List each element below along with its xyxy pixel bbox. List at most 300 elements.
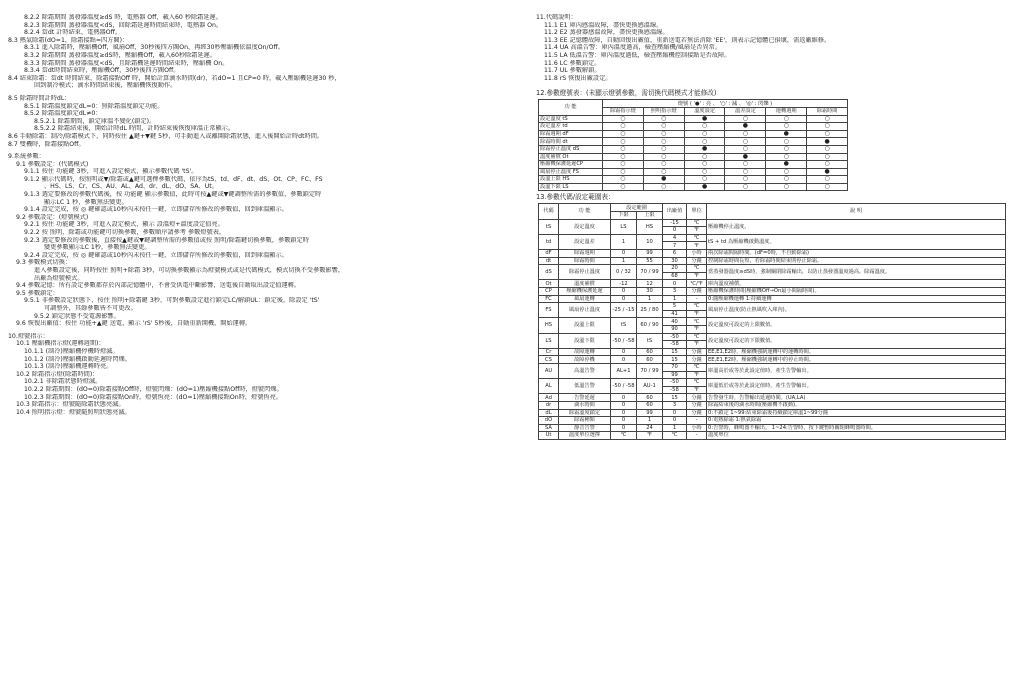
param-function: 高溫告警	[559, 363, 611, 378]
range-min: 0	[611, 401, 637, 409]
description: 壓縮機停止溫度。	[707, 219, 1006, 234]
range-max: 55	[637, 257, 663, 265]
range-max: 99	[637, 409, 663, 417]
range-min: 0	[611, 409, 637, 417]
text-line: 9.2 參數設定：(燈號模式)	[16, 213, 89, 221]
text-line: 可調整外，其餘參數皆不可更改。	[44, 304, 137, 312]
default-value: -50	[663, 379, 687, 387]
table-row	[539, 153, 848, 161]
default-value: 3	[663, 401, 687, 409]
param-name: 溫度補償 Ot	[539, 153, 603, 161]
param-code: Ot	[539, 280, 559, 288]
description: 除霜結束後的滴水時間(壓縮機不啟動)。	[707, 401, 1006, 409]
description: 0:隨壓縮機運轉 1:持續運轉	[707, 295, 1006, 303]
light-mark: ○	[603, 123, 644, 131]
text-line: 10.1.3 (制冷)壓縮機運轉時亮。	[24, 363, 113, 371]
right-column	[536, 14, 1016, 440]
unit: ℉	[687, 242, 707, 250]
text-line: 9.1.3 選定要修改的參數代碼後，按 功能鍵 顯示參數值，此時可按▲鍵或▼鍵調整所需的參數值，參數鎖定時	[24, 191, 322, 199]
param-name: 除霜時間 dt	[539, 138, 603, 146]
unit: 小時	[687, 250, 707, 258]
param-code: Cr	[539, 348, 559, 356]
range-max: 99	[637, 250, 663, 258]
default-value: 0	[663, 227, 687, 235]
text-line: 9.5.2 鎖定狀態不受電源影響。	[34, 312, 120, 320]
param-name: 壓縮機保護延遲CP	[539, 161, 603, 169]
text-line: 9.4 參數記憶：所有設定參數都存於內部記憶體中，不會受供電中斷影響，送電後自動取出設定值運轉。	[16, 282, 301, 290]
param-function: 風扇運轉	[559, 295, 611, 303]
text-line: 9.系統參數：	[8, 153, 45, 161]
light-mark: ○	[603, 176, 644, 184]
light-mark: ○	[684, 123, 725, 131]
default-value: 7	[663, 242, 687, 250]
default-value: 5	[663, 303, 687, 311]
description: EE,E1,E2時，壓縮機強制運轉中的運轉時間。	[707, 348, 1006, 356]
default-value: 70	[663, 363, 687, 371]
light-mark: ○	[807, 123, 848, 131]
param-code: CP	[539, 288, 559, 296]
table-row	[539, 333, 1006, 341]
range-max: tS	[637, 333, 663, 348]
range-min: 1	[611, 234, 637, 249]
light-mark: ○	[807, 153, 848, 161]
text-line: 10.2.2 除霜期間：(dO=0)除霜接點Off時，燈號閃爍：(dO=1)壓縮機接點Off時，燈號閃爍。	[24, 385, 283, 393]
param-function: 溫度補償	[559, 280, 611, 288]
text-line: 、HS、LS、Cr、CS、AU、AL、Ad、dr、dL、dO、SA、Ut。	[44, 183, 218, 191]
table-row	[539, 161, 848, 169]
range-max: AU-1	[637, 379, 663, 394]
table-row	[539, 138, 848, 146]
range-max: 70 / 99	[637, 265, 663, 280]
unit: ℃	[687, 234, 707, 242]
param-function: 溫度單位選擇	[559, 432, 611, 440]
column-header: 除霜時間	[807, 107, 848, 115]
table-row	[539, 295, 1006, 303]
default-value: 15	[663, 356, 687, 364]
light-mark: ○	[807, 115, 848, 123]
unit: 分鐘	[687, 348, 707, 356]
table-row	[539, 409, 1006, 417]
param-code: dS	[539, 265, 559, 280]
param-function: 除霜停止溫度	[559, 265, 611, 280]
description: 溫度單位	[707, 432, 1006, 440]
table-row	[539, 356, 1006, 364]
header-legend: 燈號 ( '●' : 亮 、 '○' : 滅 、 '◎' : 閃爍 )	[603, 100, 848, 108]
table-row	[539, 394, 1006, 402]
text-line: 8.3.1 進入除霜時，壓縮機Off，風扇Off，30秒後四方閥On，再經30秒壓縮機依溫度On/Off。	[24, 44, 284, 52]
text-line: 8.2.3 除霜期間 蒸發器溫度<dS，回除霜延遲時間結束時，電熱器 On。	[24, 21, 223, 29]
range-max: 60	[637, 348, 663, 356]
light-mark: ●	[766, 161, 807, 169]
range-max: HS	[637, 219, 663, 234]
range-min: 0	[611, 417, 637, 425]
unit: ℉	[687, 386, 707, 394]
table-row	[539, 115, 848, 123]
param-name: 設定溫度 tS	[539, 115, 603, 123]
unit: 小時	[687, 424, 707, 432]
table-row	[539, 417, 1006, 425]
range-min: -25 / -15	[611, 303, 637, 318]
default-value: 41	[663, 310, 687, 318]
light-mark: ○	[684, 161, 725, 169]
description: 設定溫度可設定的上限數值。	[707, 318, 1006, 333]
text-line: 8.2.4 當dt 計時結束，電熱器Off。	[24, 29, 122, 37]
text-line: 11.4 UA 高溫告警：庫內溫度過高，檢查壓縮機/風扇是否異常。	[544, 44, 722, 52]
text-line: 11.5 LA 低溫告警：庫內溫度過低，檢查壓縮機控制接點是否故障。	[544, 51, 731, 59]
text-line: 11.6 LC 參數鎖定。	[544, 59, 601, 67]
light-mark: ○	[766, 183, 807, 191]
unit: ℉	[687, 272, 707, 280]
light-mark: ○	[603, 153, 644, 161]
table-row	[539, 348, 1006, 356]
light-mark: ○	[725, 115, 766, 123]
range-min: 0 / 32	[611, 265, 637, 280]
default-value: 6	[663, 250, 687, 258]
text-line: 9.5.1 非參數設定狀態下，按住 照明+除霜鍵 3秒，可對參數設定進行鎖定LC/解鎖UL：鎖定後，除設定 'tS'	[24, 297, 320, 305]
param-code: AL	[539, 379, 559, 394]
text-line: 9.5 參數鎖定：	[16, 289, 59, 297]
range-max: 60	[637, 394, 663, 402]
text-line: 10.燈號指示：	[8, 332, 49, 340]
light-mark: ○	[766, 176, 807, 184]
description: 控制除霜時間長短，若除霜時間結束則停止除霜。	[707, 257, 1006, 265]
param-function: 故障停機	[559, 356, 611, 364]
light-mark: ○	[684, 130, 725, 138]
table-row	[539, 424, 1006, 432]
default-value: 0	[663, 409, 687, 417]
range-max: 60 / 90	[637, 318, 663, 333]
range-min: 0	[611, 394, 637, 402]
param-function: 低溫告警	[559, 379, 611, 394]
light-mark: ○	[643, 115, 684, 123]
light-mark: ○	[766, 168, 807, 176]
description: 0:告警時，蜂鳴器不輸出。 1~24:告警時，按下鍵暫時關閉蜂鳴器時間。	[707, 424, 1006, 432]
table-row	[539, 401, 1006, 409]
default-value: 1	[663, 424, 687, 432]
param-name: 風扇停止溫度 FS	[539, 168, 603, 176]
description: 庫內溫度補償。	[707, 280, 1006, 288]
default-value: -15	[663, 219, 687, 227]
default-value: 68	[663, 272, 687, 280]
param-function: 除霜週期	[559, 250, 611, 258]
default-value: 0	[663, 280, 687, 288]
param-function: 除霜時間	[559, 257, 611, 265]
light-mark: ●	[807, 168, 848, 176]
column-header: 除霜指示燈	[603, 107, 644, 115]
text-line: 9.6 恢復出廠值：按住 功能+▲鍵 送電，顯示 'rS' 5秒後，自動重新開機，開始運轉。	[16, 320, 252, 328]
text-line: 8.5 除霜時間計時dL：	[8, 94, 71, 102]
param-code: FS	[539, 303, 559, 318]
unit: ℃/℉	[687, 280, 707, 288]
text-line: 8.3.4 當dt時間結束時，壓縮機Off，30秒後四方閥Off。	[24, 67, 180, 75]
text-line: 10.1.1 (制冷)壓縮機停機時燈滅。	[24, 347, 119, 355]
light-mark: ○	[766, 145, 807, 153]
light-mark: ○	[603, 115, 644, 123]
column-header: 溫差設定	[725, 107, 766, 115]
text-line: 8.3.2 除霜期間 蒸發器溫度≥dS時，壓縮機Off，載入60秒除霜延遲。	[24, 51, 217, 59]
light-mark: ○	[807, 130, 848, 138]
param-name: 設溫上限 HS	[539, 176, 603, 184]
header-default: 出廠值	[663, 204, 687, 219]
text-line: 8.2.2 除霜期間 蒸發器溫度≥dS 時，電熱器 Off，載入60 秒除霜延遲。	[24, 14, 222, 21]
unit: ℃	[687, 318, 707, 326]
text-line: 11.2 E2 蒸發器感溫故障，盡快更換感溫線。	[544, 29, 669, 37]
text-line: 9.2.3 選定要修改的參數後，直接按▲鍵或▼鍵調整所需的參數值或按 照明/除霜鍵切換參數，參數鎖定時	[24, 236, 309, 244]
light-mark: ●	[766, 130, 807, 138]
unit: 分鐘	[687, 394, 707, 402]
param-code: SA	[539, 424, 559, 432]
text-line: 9.1.2 顯示代碼時，按照明或▼/除霜或▲鍵可選擇參數代碼，依序為tS、td、dF、dt、dS、Ot、CP、FC、FS	[24, 175, 323, 183]
description: 0:電熱除霜 1:熱氣除霜	[707, 417, 1006, 425]
light-mark: ○	[643, 123, 684, 131]
param-code: LS	[539, 333, 559, 348]
range-min: LS	[611, 219, 637, 234]
text-line: 變更參數顯示LC 1秒，參數無法變更。	[44, 244, 151, 252]
table-row	[539, 130, 848, 138]
range-min: ℃	[611, 432, 637, 440]
light-mark: ○	[725, 145, 766, 153]
param-name: 除霜停止溫度 dS	[539, 145, 603, 153]
unit: -	[687, 417, 707, 425]
range-max: 25 / 80	[637, 303, 663, 318]
table-row	[539, 432, 1006, 440]
param-light-table-title: 12.參數燈號表：(未顯示燈號參數，需切換代碼模式才能修改)	[536, 89, 717, 98]
text-line: 10.2.1 非除霜狀態時燈滅。	[24, 378, 102, 386]
range-max: 70 / 99	[637, 363, 663, 378]
table-row	[539, 257, 1006, 265]
text-line: 8.5.2 除霜溫度鎖定dL≠0：	[24, 110, 102, 118]
text-line: 10.2 除霜指示燈(除霜時間)：	[16, 370, 99, 378]
table-row	[539, 219, 1006, 227]
range-min: 1	[611, 257, 637, 265]
default-value: 15	[663, 394, 687, 402]
text-line: 8.7 雙機時，除霜接點Off。	[8, 140, 85, 148]
text-line: 8.3.3 除霜期間 蒸發器溫度<dS，且除霜機延遲時間結束時，壓縮機 On。	[24, 59, 229, 67]
text-line: 9.2.2 按 照明、除霜或功能鍵可切換參數，參數順序請參考 參數燈號表。	[24, 229, 226, 237]
param-function: 靜音告警	[559, 424, 611, 432]
table-row	[539, 176, 848, 184]
table-row	[539, 265, 1006, 273]
param-function: 除霜溫度鎖定	[559, 409, 611, 417]
range-max: 1	[637, 417, 663, 425]
param-code: tS	[539, 219, 559, 234]
light-mark: ○	[725, 183, 766, 191]
param-code: Ut	[539, 432, 559, 440]
table-row	[539, 145, 848, 153]
text-line: 進入參數設定後，同時按住 照明+除霜 3秒，可切換參數顯示為燈號模式或是代碼模式，模式切換不受參數影響，	[34, 267, 345, 274]
default-value: -58	[663, 386, 687, 394]
light-mark: ○	[766, 153, 807, 161]
param-function: 壓縮機保護延遲	[559, 288, 611, 296]
range-max: 10	[637, 234, 663, 249]
table-row	[539, 303, 1006, 311]
light-mark: ○	[725, 176, 766, 184]
table-row	[539, 280, 1006, 288]
text-line: 11.8 rS 恢復出廠設定。	[544, 74, 612, 82]
text-line: 10.1 壓縮機指示燈(運轉週期)：	[16, 340, 105, 348]
unit: ℃	[687, 303, 707, 311]
default-value: 90	[663, 325, 687, 333]
param-function: 設定溫度	[559, 219, 611, 234]
param-function: 滴水時間	[559, 401, 611, 409]
param-name: 設定溫差 td	[539, 123, 603, 131]
light-mark: ○	[684, 176, 725, 184]
range-min: tS	[611, 318, 637, 333]
range-max: ℉	[637, 432, 663, 440]
text-line: 8.3 熱氣除霜(dO=1，除霜接點=四方閥)：	[8, 36, 129, 44]
table-row	[539, 183, 848, 191]
description: tS + td 為壓縮機啟動溫度。	[707, 234, 1006, 249]
text-line: 10.2.3 除霜期間：(dO=0)除霜接點On時，燈號恆亮：(dO=1)壓縮機接點On時，燈號恆亮。	[24, 393, 282, 401]
description: 風扇停止溫度(防止熱風吹入庫內)。	[707, 303, 1006, 318]
default-value: -50	[663, 333, 687, 341]
param-name: 除霜週期 dF	[539, 130, 603, 138]
light-mark: ○	[603, 183, 644, 191]
light-mark: ○	[725, 161, 766, 169]
light-mark: ●	[643, 176, 684, 184]
param-code: HS	[539, 318, 559, 333]
light-mark: ●	[684, 145, 725, 153]
range-min: 0	[611, 295, 637, 303]
param-code: Ad	[539, 394, 559, 402]
unit: ℃	[687, 333, 707, 341]
text-line: 10.3 除霜指示：燈號隨除霜狀態亮滅。	[16, 401, 125, 409]
table-row	[539, 123, 848, 131]
param-light-table	[538, 99, 848, 191]
text-line: 8.6 手動除霜：制冷/除霜模式下，同時按住 ▲鍵+▼鍵 5秒，可手動進入或離開除霜狀態，進入後開始計時dt時間。	[8, 132, 324, 140]
param-code: FC	[539, 295, 559, 303]
range-min: 0	[611, 348, 637, 356]
range-min: 0	[611, 424, 637, 432]
default-value: ℃	[663, 432, 687, 440]
light-mark: ○	[643, 161, 684, 169]
unit: 分鐘	[687, 288, 707, 296]
column-header: 溫度設定	[684, 107, 725, 115]
light-mark: ○	[643, 153, 684, 161]
text-line: 11.7 UL 參數解鎖。	[544, 67, 601, 75]
range-max: 60	[637, 401, 663, 409]
text-line: 8.4 結束除霜：當dt 時間結束，除霜接點Off 時，開始計算滴水時間(dr)，若dO=1 且CP=0 時，載入壓縮機延遲30 秒，	[8, 74, 341, 82]
param-function: 故障運轉	[559, 348, 611, 356]
table-row	[539, 318, 1006, 326]
param-code: AU	[539, 363, 559, 378]
unit: -	[687, 432, 707, 440]
param-code: dt	[539, 257, 559, 265]
param-function: 設定溫差	[559, 234, 611, 249]
param-range-table-title: 13.參數代碼/設定範圍表：	[536, 193, 615, 202]
description: 告警發生時，告警輸出延遲時間。(UA,LA)	[707, 394, 1006, 402]
param-code: dO	[539, 417, 559, 425]
light-mark: ○	[766, 138, 807, 146]
param-name: 設溫下限 LS	[539, 183, 603, 191]
range-min: -50 / -58	[611, 333, 637, 348]
unit: ℉	[687, 341, 707, 349]
default-value: 15	[663, 348, 687, 356]
range-max: 1	[637, 295, 663, 303]
unit: ℉	[687, 325, 707, 333]
light-mark: ○	[725, 138, 766, 146]
light-mark: ○	[766, 123, 807, 131]
code-description-section	[536, 14, 1016, 82]
light-mark: ○	[603, 138, 644, 146]
unit: 分鐘	[687, 257, 707, 265]
param-function: 設溫上限	[559, 318, 611, 333]
range-max: 30	[637, 288, 663, 296]
text-line: 9.1.1 按住 功能鍵 3秒，可進入設定模式，顯示參數代碼 'tS'。	[24, 168, 198, 176]
default-value: 3	[663, 288, 687, 296]
range-max: 60	[637, 356, 663, 364]
range-min: 0	[611, 250, 637, 258]
light-mark: ●	[725, 123, 766, 131]
left-column	[8, 14, 508, 416]
text-line: 出廠為燈號模式。	[34, 274, 84, 282]
unit: ℉	[687, 371, 707, 379]
text-line: 11.代碼說明：	[536, 14, 577, 21]
light-mark: ○	[643, 183, 684, 191]
text-line: 11.3 EE 記憶體故障，自動回復出廠值，重新送電若無法消除 'EE'，則表示記憶體已損壞，需返廠維修。	[544, 36, 831, 44]
param-function: 除霜種類	[559, 417, 611, 425]
light-mark: ○	[807, 161, 848, 169]
header-min: 下限	[611, 212, 637, 220]
header-description: 說 明	[707, 204, 1006, 219]
description: 庫溫低於或等於此設定值時，產生告警輸出。	[707, 379, 1006, 394]
column-header: 照明指示燈	[643, 107, 684, 115]
header-range: 設定範圍	[611, 204, 663, 212]
text-line: 9.2.1 按住 功能鍵 3秒，可進入設定模式，顯示 設溫燈+溫度設定值亮。	[24, 221, 224, 229]
range-min: -50 / -58	[611, 379, 637, 394]
param-code: td	[539, 234, 559, 249]
text-line: 11.1 E1 庫內感溫故障，盡快更換感溫線。	[544, 21, 663, 29]
header-max: 上限	[637, 212, 663, 220]
light-mark: ○	[643, 168, 684, 176]
light-mark: ○	[684, 138, 725, 146]
default-value: 1	[663, 295, 687, 303]
table-row	[539, 234, 1006, 242]
description: 壓縮機保護時間(壓縮機Off→On最小間隔時間)。	[707, 288, 1006, 296]
param-function: 告警延遲	[559, 394, 611, 402]
description: 兩次除霜間隔時間。(dF=0時，不自動除霜)	[707, 250, 1006, 258]
default-value: 20	[663, 265, 687, 273]
unit: 分鐘	[687, 401, 707, 409]
range-max: 12	[637, 280, 663, 288]
table-row	[539, 250, 1006, 258]
table-row	[539, 168, 848, 176]
param-code: dr	[539, 401, 559, 409]
range-min: -12	[611, 280, 637, 288]
text-line: 8.5.2.2 除霜結束後，開始計時dL 時間，計時結束後恢復庫溫正常顯示。	[34, 125, 235, 133]
range-min: AL+1	[611, 363, 637, 378]
light-mark: ●	[807, 138, 848, 146]
text-line: 顯示LC 1 秒，參數無法變更。	[44, 198, 128, 206]
param-function: 設溫下限	[559, 333, 611, 348]
unit: ℉	[687, 310, 707, 318]
default-value: 40	[663, 318, 687, 326]
header-function: 功 能	[539, 100, 603, 115]
text-line: 8.5.2.1 除霜期間，鎖定庫溫不變化(鎖定)。	[34, 117, 156, 125]
default-value: 30	[663, 257, 687, 265]
unit: 分鐘	[687, 409, 707, 417]
light-mark: ○	[807, 183, 848, 191]
table-row	[539, 363, 1006, 371]
light-mark: ○	[643, 130, 684, 138]
param-code: CS	[539, 356, 559, 364]
table-row	[539, 379, 1006, 387]
light-mark: ○	[603, 168, 644, 176]
light-mark: ●	[684, 183, 725, 191]
light-mark: ○	[643, 138, 684, 146]
range-min: 0	[611, 288, 637, 296]
description: 庫溫高於或等於此設定值時，產生告警輸出。	[707, 363, 1006, 378]
